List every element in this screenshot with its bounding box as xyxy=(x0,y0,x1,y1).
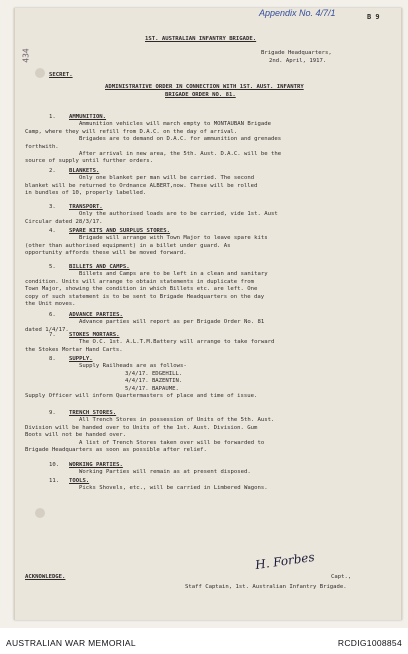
unit-heading: 1ST. AUSTRALIAN INFANTRY BRIGADE. xyxy=(145,36,257,42)
appendix-stamp: Appendix No. 4/7/1 xyxy=(259,8,336,18)
section-text-line: in bundles of 10, properly labelled. xyxy=(25,190,147,197)
section-heading: TOOLS. xyxy=(69,478,90,484)
section-text-line: Picks Shovels, etc., will be carried in Limbered Wagons. xyxy=(79,485,268,492)
archive-footer xyxy=(0,628,408,654)
section-text-line: Working Parties will remain as at present disposed. xyxy=(79,469,251,476)
section-number: 8. xyxy=(49,356,56,362)
hq-line: Brigade Headquarters, xyxy=(261,50,332,56)
section-text-line: Billets and Camps are to be left in a clean and sanitary xyxy=(79,271,268,278)
acknowledge-label: ACKNOWLEDGE. xyxy=(25,574,66,580)
section-text-line: source of supply until further orders. xyxy=(25,158,153,165)
section-heading: STOKES MORTARS. xyxy=(69,332,120,338)
date-line: 2nd. April, 1917. xyxy=(269,58,327,64)
section-text-line: 3/4/17. EDGEHILL. xyxy=(125,370,183,377)
section-text-line: Division will be handed over to Units of the 1st. Aust. Division. Gum xyxy=(25,424,258,431)
margin-marking: 434 xyxy=(21,48,31,63)
punch-hole xyxy=(35,68,45,78)
section-heading: WORKING PARTIES. xyxy=(69,462,123,468)
section-text-line: opportunity affords these will be moved forward. xyxy=(25,250,187,257)
section-text-line: Supply Railheads are as follows- xyxy=(79,363,187,370)
section-text-line: dated 1/4/17. xyxy=(25,326,69,333)
secret-label: SECRET. xyxy=(49,72,73,78)
section-number: 3. xyxy=(49,204,56,210)
section-heading: AMMUNITION. xyxy=(69,114,107,120)
section-number: 7. xyxy=(49,332,56,338)
section-text-line: Circular dated 28/3/17. xyxy=(25,218,103,225)
section-text-line: Boots will not be handed over. xyxy=(25,432,127,439)
section-text-line: Only one blanket per man will be carried. The second xyxy=(79,175,255,182)
archive-name: AUSTRALIAN WAR MEMORIAL xyxy=(6,638,136,648)
section-number: 6. xyxy=(49,312,56,318)
rank-line: Capt., xyxy=(331,574,352,580)
section-text-line: Brigade will arrange with Town Major to leave spare kits xyxy=(79,235,268,242)
section-text-line: 5/4/17. BAPAUME. xyxy=(125,385,179,392)
section-number: 9. xyxy=(49,410,56,416)
section-heading: SUPPLY. xyxy=(69,356,93,362)
section-text-line: Advance parties will report as per Brigade Order No. 81 xyxy=(79,319,265,326)
page-number: B 9 xyxy=(367,13,380,21)
section-text-line: A list of Trench Stores taken over will be forwarded to xyxy=(79,439,265,446)
section-text-line: Only the authorised loads are to be carried, vide 1st. Aust xyxy=(79,211,278,218)
section-text-line: (other than authorised equipment) in a billet under guard. As xyxy=(25,242,231,249)
punch-hole xyxy=(35,508,45,518)
section-heading: BILLETS AND CAMPS. xyxy=(69,264,130,270)
section-number: 5. xyxy=(49,264,56,270)
order-title-line-1: ADMINISTRATIVE ORDER IN CONNECTION WITH 1ST. AUST. INFANTRY xyxy=(105,84,304,90)
section-text-line: forthwith. xyxy=(25,143,59,150)
section-text-line: Brigade Headquarters as soon as possible after relief. xyxy=(25,447,207,453)
section-text-line: the Unit moves. xyxy=(25,301,76,307)
section-number: 4. xyxy=(49,228,56,234)
section-text-line: The O.C. 1st. A.L.T.M.Battery will arrange to take forward xyxy=(79,339,275,346)
section-heading: SPARE KITS AND SURPLUS STORES. xyxy=(69,228,171,234)
section-text-line: Supply Officer will inform Quartermasters of place and time of issue. xyxy=(25,393,258,399)
section-text-line: Brigades are to demand on D.A.C. for ammunition and grenades xyxy=(79,136,282,143)
section-text-line: 4/4/17. BAZENTIN. xyxy=(125,378,183,385)
document-page xyxy=(14,8,402,620)
section-heading: ADVANCE PARTIES. xyxy=(69,312,123,318)
section-text-line: Town Major, showing the condition in which Billets etc. are left. One xyxy=(25,286,258,293)
signature: H. Forbes xyxy=(254,549,316,573)
section-number: 2. xyxy=(49,168,56,174)
section-text-line: condition. Units will arrange to obtain statements in duplicate from xyxy=(25,278,255,285)
section-text-line: the Stokes Mortar Hand Carts. xyxy=(25,346,123,353)
section-text-line: Camp, where they will refill from D.A.C. on the day of arrival. xyxy=(25,128,238,135)
section-text-line: After arrival in new area, the 5th. Aust. D.A.C. will be the xyxy=(79,151,282,157)
section-heading: TRENCH STORES. xyxy=(69,410,117,416)
section-text-line: Ammunition vehicles will march empty to MONTAUBAN Brigade xyxy=(79,121,271,128)
section-number: 10. xyxy=(49,462,60,468)
section-text-line: All Trench Stores in possession of Units of the 5th. Aust. xyxy=(79,417,275,424)
section-heading: BLANKETS. xyxy=(69,168,100,174)
signoff-line: Staff Captain, 1st. Australian Infantry Brigade. xyxy=(185,584,347,590)
section-text-line: blanket will be returned to Ordnance ALBERT,now. These will be rolled xyxy=(25,182,258,189)
order-title-line-2: BRIGADE ORDER NO. 81. xyxy=(165,92,236,98)
archive-id: RCDIG1008854 xyxy=(337,638,402,648)
section-number: 1. xyxy=(49,114,56,120)
section-text-line: copy of such statement is to be sent to Brigade Headquarters on the day xyxy=(25,293,265,300)
section-heading: TRANSPORT. xyxy=(69,204,103,210)
section-number: 11. xyxy=(49,478,60,484)
